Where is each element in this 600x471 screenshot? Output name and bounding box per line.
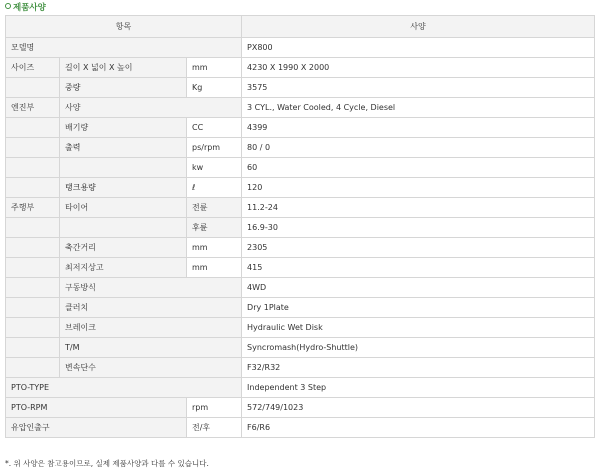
row-label: PTO-TYPE <box>6 378 242 398</box>
row-value: Hydraulic Wet Disk <box>242 318 595 338</box>
row-label: 구동방식 <box>60 278 242 298</box>
table-row <box>6 258 595 278</box>
table-row <box>6 398 595 418</box>
row-label: PTO-RPM <box>6 398 187 418</box>
table-row <box>6 318 595 338</box>
row-group: 주행부 <box>6 198 60 218</box>
row-group-empty <box>6 218 60 238</box>
header-item: 항목 <box>6 16 242 38</box>
row-group-empty <box>6 338 60 358</box>
table-row <box>6 78 595 98</box>
row-label: T/M <box>60 338 242 358</box>
row-label: 탱크용량 <box>60 178 187 198</box>
row-unit: mm <box>187 238 242 258</box>
table-row <box>6 338 595 358</box>
row-label: 타이어 <box>60 198 187 218</box>
table-row <box>6 38 595 58</box>
row-value: 572/749/1023 <box>242 398 595 418</box>
row-group: 엔진부 <box>6 98 60 118</box>
footnote: *. 위 사양은 참고용이므로, 실제 제품사양과 다를 수 있습니다. <box>5 459 209 468</box>
row-label: 배기량 <box>60 118 187 138</box>
row-group-empty <box>6 238 60 258</box>
table-row <box>6 178 595 198</box>
row-value: F6/R6 <box>242 418 595 438</box>
section-title-text: 제품사양 <box>13 3 46 13</box>
table-row <box>6 218 595 238</box>
row-unit: 전/후 <box>187 418 242 438</box>
table-row <box>6 418 595 438</box>
row-value: 2305 <box>242 238 595 258</box>
row-unit: mm <box>187 258 242 278</box>
row-value: 16.9-30 <box>242 218 595 238</box>
section-title <box>5 3 46 14</box>
row-label: 중량 <box>60 78 187 98</box>
row-label: 출력 <box>60 138 187 158</box>
row-group-empty <box>6 258 60 278</box>
table-row <box>6 358 595 378</box>
table-row <box>6 158 595 178</box>
table-header-row <box>6 16 595 38</box>
row-value: F32/R32 <box>242 358 595 378</box>
table-row <box>6 238 595 258</box>
row-value: 415 <box>242 258 595 278</box>
row-label: 사양 <box>60 98 242 118</box>
row-value: 3 CYL., Water Cooled, 4 Cycle, Diesel <box>242 98 595 118</box>
row-group-empty <box>6 178 60 198</box>
row-unit: 전륜 <box>187 198 242 218</box>
row-group-empty <box>6 158 60 178</box>
row-value: 4230 X 1990 X 2000 <box>242 58 595 78</box>
row-group: 사이즈 <box>6 58 60 78</box>
row-unit: CC <box>187 118 242 138</box>
row-value: 4WD <box>242 278 595 298</box>
row-group-empty <box>6 298 60 318</box>
row-value: Independent 3 Step <box>242 378 595 398</box>
table-row <box>6 278 595 298</box>
row-label: 최저지상고 <box>60 258 187 278</box>
row-value: Syncromash(Hydro-Shuttle) <box>242 338 595 358</box>
row-unit: 후륜 <box>187 218 242 238</box>
row-label: 축간거리 <box>60 238 187 258</box>
table-row <box>6 58 595 78</box>
row-group-empty <box>6 118 60 138</box>
table-row <box>6 378 595 398</box>
row-value: 3575 <box>242 78 595 98</box>
row-label: 유압인출구 <box>6 418 187 438</box>
row-unit: ℓ <box>187 178 242 198</box>
table-row <box>6 198 595 218</box>
row-unit: mm <box>187 58 242 78</box>
row-group-empty <box>6 318 60 338</box>
row-value: 80 / 0 <box>242 138 595 158</box>
spec-table <box>5 15 595 438</box>
row-label: 브레이크 <box>60 318 242 338</box>
bullet-icon <box>5 3 11 9</box>
row-label: 클러치 <box>60 298 242 318</box>
row-value: PX800 <box>242 38 595 58</box>
row-unit: Kg <box>187 78 242 98</box>
row-group-empty <box>6 78 60 98</box>
row-label: 모델명 <box>6 38 242 58</box>
row-value: Dry 1Plate <box>242 298 595 318</box>
row-unit: ps/rpm <box>187 138 242 158</box>
row-group-empty <box>6 278 60 298</box>
row-unit: kw <box>187 158 242 178</box>
row-value: 60 <box>242 158 595 178</box>
row-value: 120 <box>242 178 595 198</box>
row-value: 11.2-24 <box>242 198 595 218</box>
row-label-empty <box>60 158 187 178</box>
header-spec: 사양 <box>242 16 595 38</box>
row-label: 변속단수 <box>60 358 242 378</box>
row-group-empty <box>6 138 60 158</box>
table-row <box>6 98 595 118</box>
row-unit: rpm <box>187 398 242 418</box>
row-group-empty <box>6 358 60 378</box>
row-label: 길이 X 넓이 X 높이 <box>60 58 187 78</box>
table-row <box>6 118 595 138</box>
table-row <box>6 138 595 158</box>
table-row <box>6 298 595 318</box>
row-value: 4399 <box>242 118 595 138</box>
row-label-empty <box>60 218 187 238</box>
